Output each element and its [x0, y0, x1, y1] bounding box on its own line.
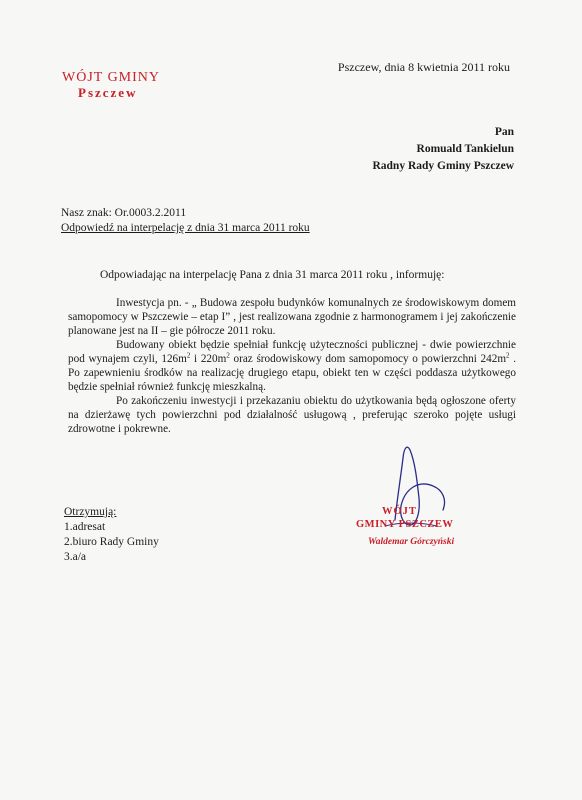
recipient-item: 2.biuro Rady Gminy — [64, 536, 159, 548]
sup-3: 2 — [506, 351, 510, 360]
header-stamp-line2: Pszczew — [78, 85, 138, 100]
recipients-heading: Otrzymują: — [64, 506, 117, 518]
paragraph-2 — [68, 338, 516, 394]
addressee-name: Romuald Tankielun — [416, 143, 514, 155]
sup-2: 2 — [226, 351, 230, 360]
paragraph-2-part-d: . Po zapewnieniu środków na realizację drugiego etapu, obiekt ten w części poddasza użytkowego będzie spełniał również funkcję mieszkalną. — [68, 353, 517, 393]
recipient-item: 3.a/a — [64, 551, 87, 563]
paragraph-2-part-c: oraz środowiskowy dom samopomocy o powierzchni 242m — [229, 353, 507, 365]
footer-stamp-signatory: Waldemar Górczyński — [368, 537, 455, 547]
paragraph-2-part-a: Budowany obiekt będzie spełniał funkcję użyteczności publicznej - dwie powierzchnie pod wynajem czyli, 126m — [68, 339, 516, 365]
header-stamp-line1: WÓJT GMINY — [62, 70, 161, 85]
reference-block — [61, 206, 310, 236]
paragraph-2-part-b: i 220m — [190, 353, 227, 365]
intro-line: Odpowiadając na interpelację Pana z dnia 31 marca 2011 roku , informuję: — [100, 269, 445, 281]
footer-stamp-line1: WÓJT — [382, 506, 417, 517]
recipients-block — [64, 505, 159, 565]
sup-1: 2 — [186, 351, 191, 360]
date-line: Pszczew, dnia 8 kwietnia 2011 roku — [337, 60, 510, 74]
footer-stamp-line2: GMINY PSZCZEW — [356, 519, 454, 530]
paragraph-3: Po zakończeniu inwestycji i przekazaniu obiektu do użytkowania będą ogłoszone oferty na dzierżawę tych powierzchni pod działalność usługową , preferując szeroko pojęte usługi zdrowotne i pokrewne. — [68, 395, 516, 435]
recipient-item: 1.adresat — [64, 521, 106, 533]
body-paragraphs — [68, 296, 516, 436]
subject-line: Odpowiedź na interpelację z dnia 31 marca 2011 roku — [61, 222, 310, 234]
footer-stamp — [356, 505, 454, 549]
paragraph-1: Inwestycja pn. - „ Budowa zespołu budynków komunalnych ze środowiskowym domem samopomocy w Pszczewie – etap I” , jest realizowana zgodnie z harmonogramem i jej zakończenie planowane jest na II – gie półrocze 2011 roku. — [68, 297, 516, 337]
our-reference: Nasz znak: Or.0003.2.2011 — [61, 207, 187, 219]
addressee-block — [372, 124, 514, 175]
header-stamp — [62, 70, 160, 100]
addressee-role: Radny Rady Gminy Pszczew — [372, 160, 514, 172]
addressee-title: Pan — [494, 126, 514, 138]
